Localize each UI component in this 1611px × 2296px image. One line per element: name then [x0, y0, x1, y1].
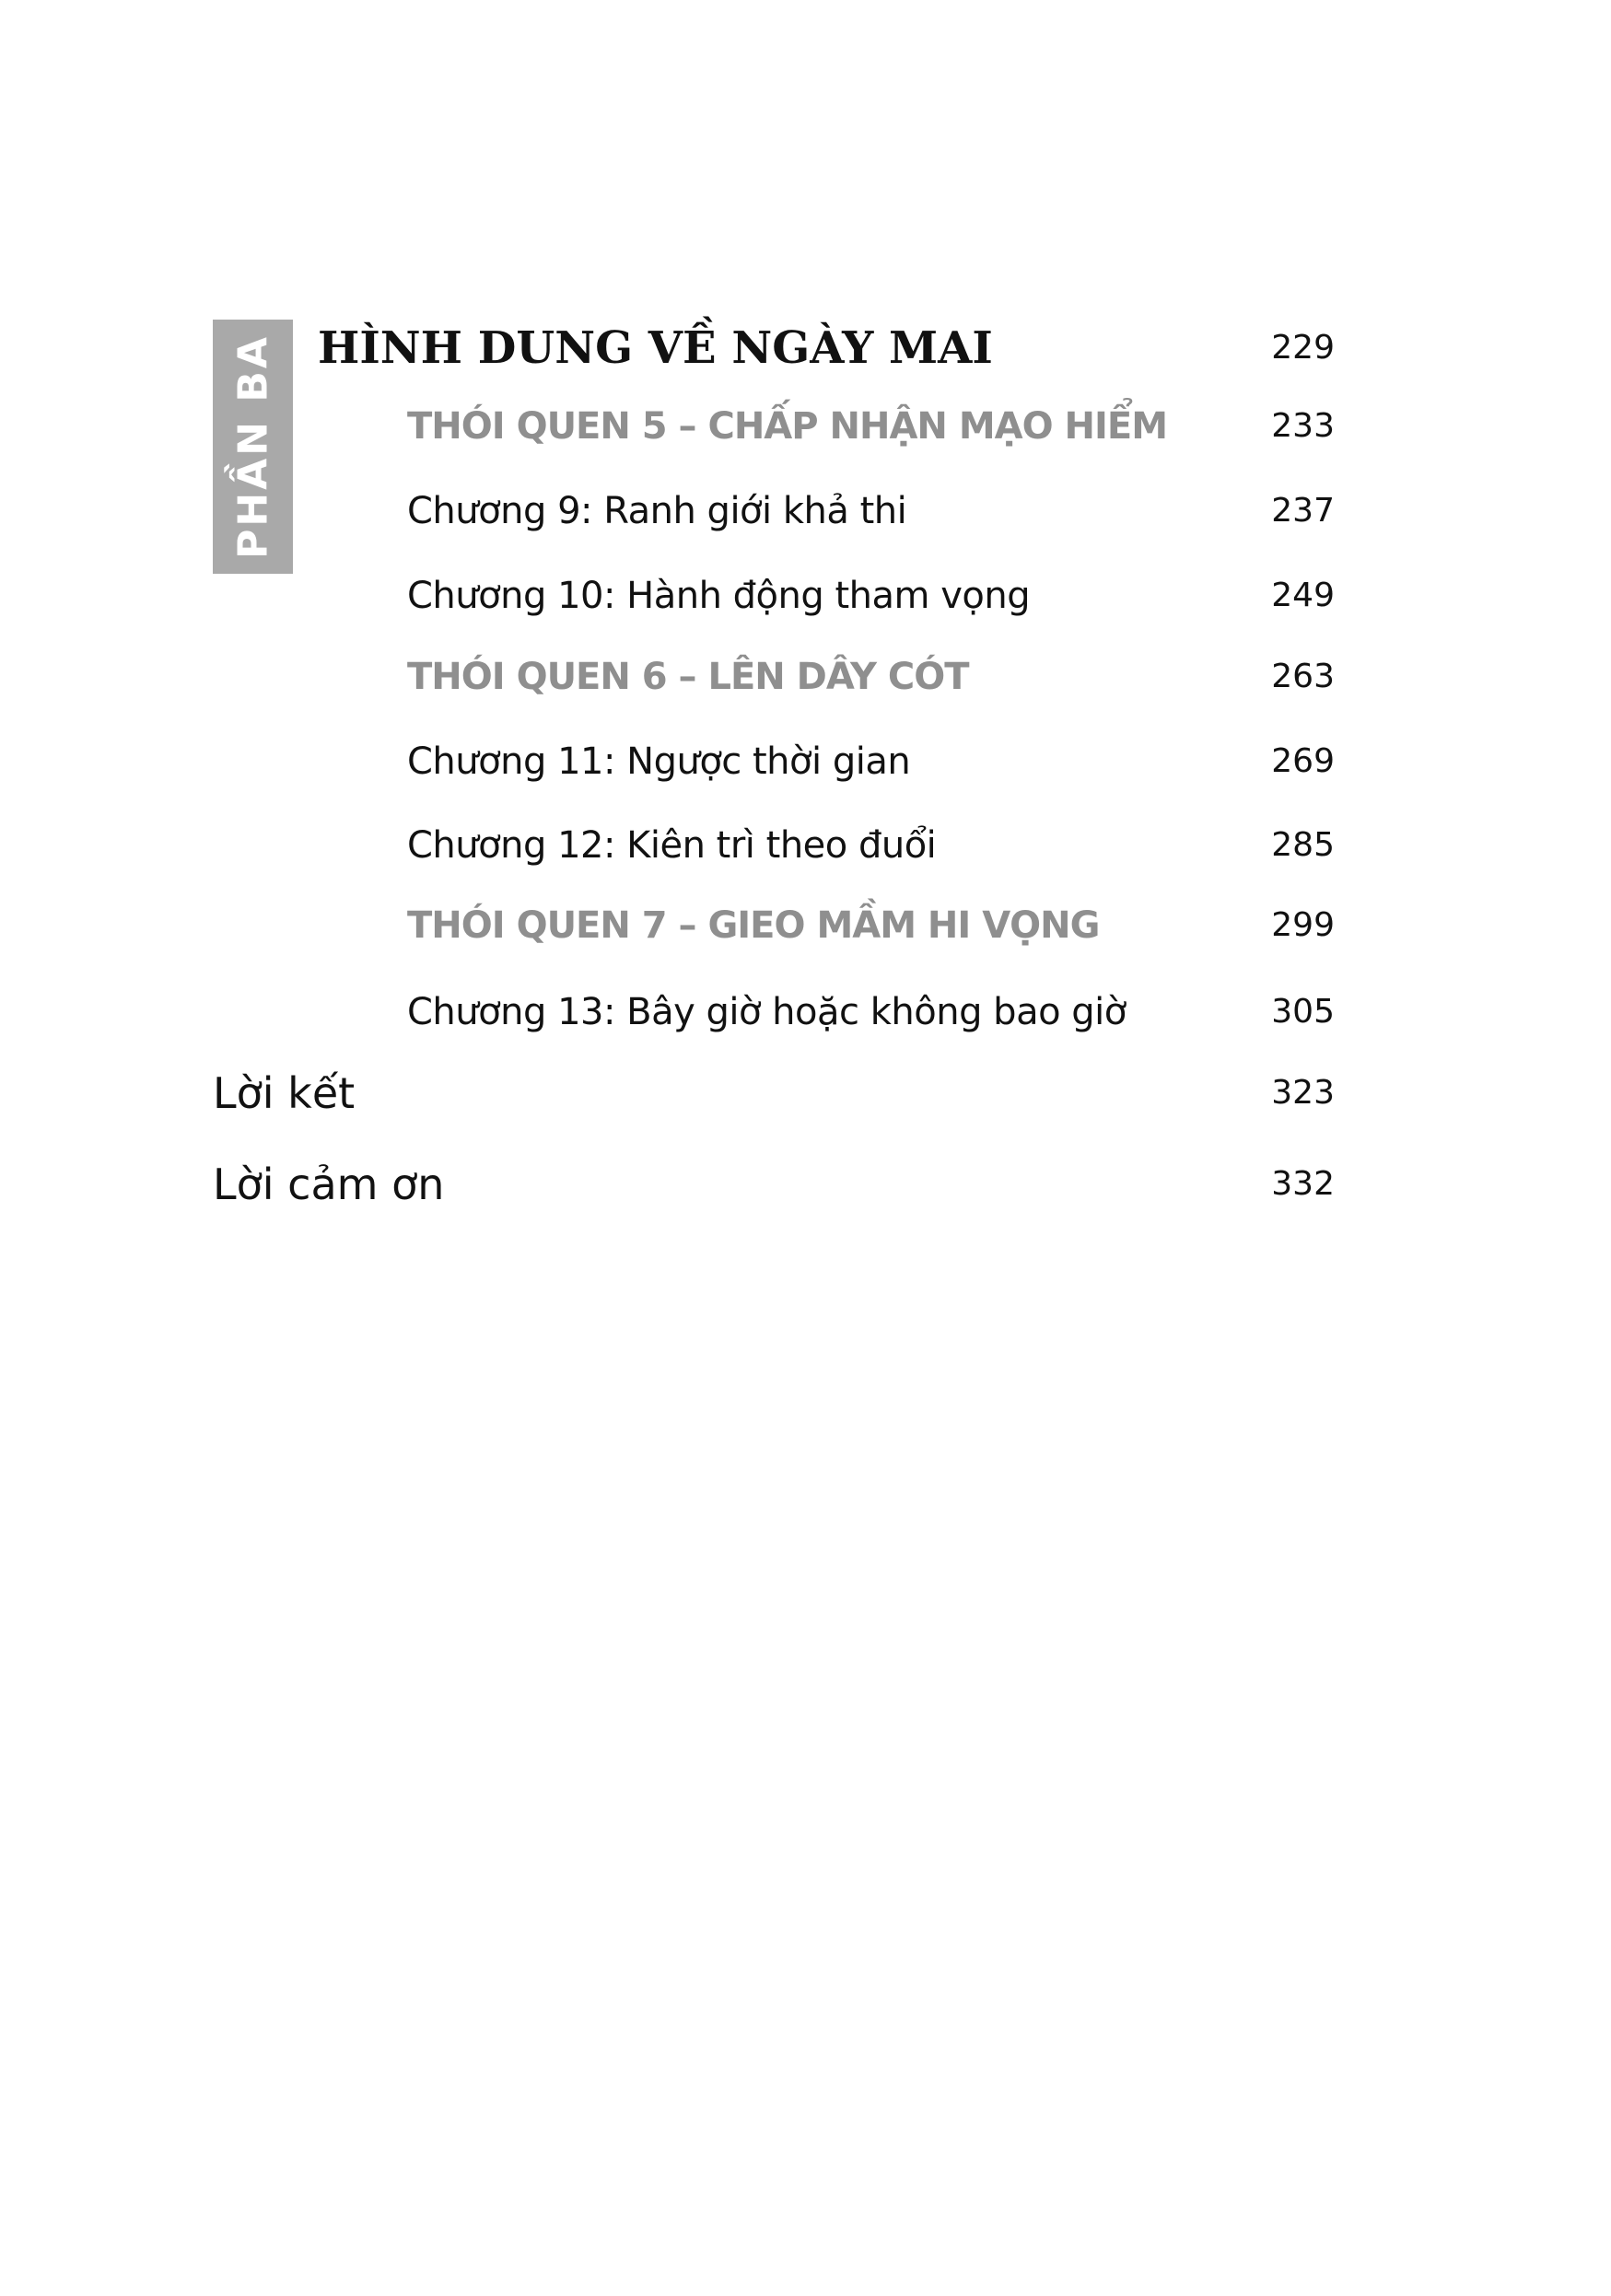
toc-backmatter-row[interactable] — [0, 1148, 1611, 1221]
toc-chapter-row[interactable] — [0, 559, 1611, 633]
toc-part-row[interactable] — [0, 311, 1611, 385]
page-number: 237 — [1271, 492, 1335, 530]
chapter-title: Chương 11: Ngược thời gian — [407, 740, 911, 783]
page-number: 323 — [1271, 1074, 1335, 1112]
chapter-title: Chương 10: Hành động tham vọng — [407, 575, 1031, 617]
toc-habit-row[interactable] — [0, 640, 1611, 714]
page-number: 263 — [1271, 658, 1335, 695]
chapter-title: Chương 9: Ranh giới khả thi — [407, 490, 907, 532]
page-number: 299 — [1271, 906, 1335, 944]
part-tab-label: PHẦN BA — [229, 334, 276, 559]
habit-title: THÓI QUEN 7 – GIEO MẦM HI VỌNG — [407, 904, 1100, 947]
page-number: 285 — [1271, 826, 1335, 864]
toc-backmatter-row[interactable] — [0, 1056, 1611, 1130]
backmatter-title: Lời kết — [213, 1068, 356, 1118]
toc-habit-row[interactable] — [0, 390, 1611, 463]
page-number: 249 — [1271, 577, 1335, 614]
chapter-title: Chương 13: Bây giờ hoặc không bao giờ — [407, 991, 1127, 1033]
toc-chapter-row[interactable] — [0, 809, 1611, 882]
page-number: 332 — [1271, 1165, 1335, 1203]
page-number: 305 — [1271, 993, 1335, 1031]
toc-chapter-row[interactable] — [0, 474, 1611, 548]
habit-title: THÓI QUEN 6 – LÊN DÂY CÓT — [407, 656, 969, 698]
toc-chapter-row[interactable] — [0, 725, 1611, 798]
part-title: HÌNH DUNG VỀ NGÀY MAI — [318, 322, 993, 374]
page-number: 269 — [1271, 742, 1335, 780]
chapter-title: Chương 12: Kiên trì theo đuổi — [407, 824, 937, 867]
page-number: 233 — [1271, 407, 1335, 445]
backmatter-title: Lời cảm ơn — [213, 1160, 445, 1209]
toc-chapter-row[interactable] — [0, 975, 1611, 1049]
toc-habit-row[interactable] — [0, 889, 1611, 962]
page-number: 229 — [1271, 329, 1335, 367]
habit-title: THÓI QUEN 5 – CHẤP NHẬN MẠO HIỂM — [407, 405, 1167, 448]
